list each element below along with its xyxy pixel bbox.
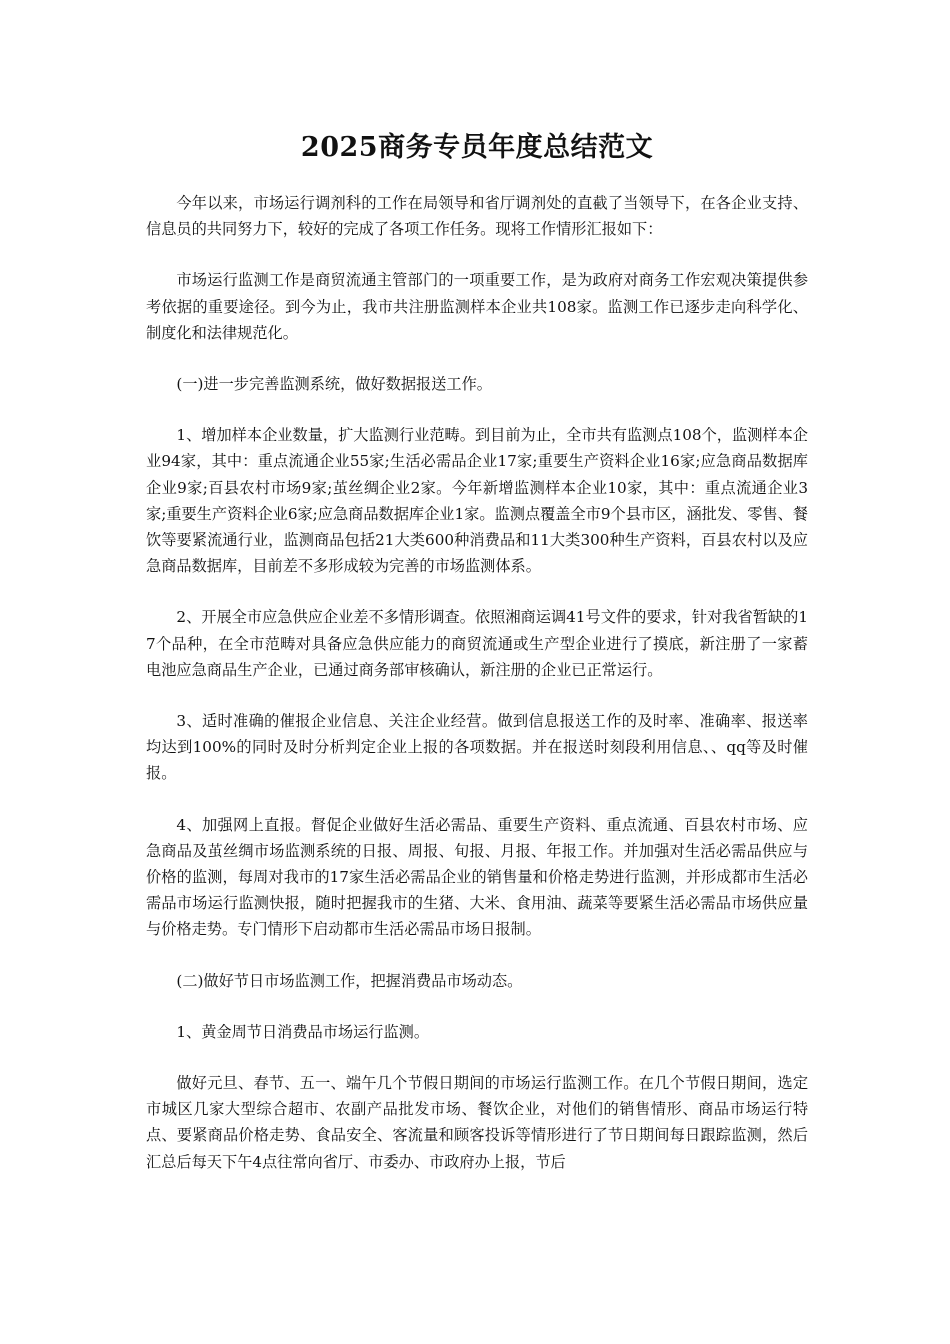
paragraph-item-2: 2、开展全市应急供应企业差不多情形调查。依照湘商运调41号文件的要求，针对我省暂缺的17个品种，在全市范畴对具备应急供应能力的商贸流通或生产型企业进行了摸底，新注册了一家蓄电池应急商品生产企业，已通过商务部审核确认，新注册的企业已正常运行。 — [146, 608, 808, 679]
paragraph-monitoring-overview: 市场运行监测工作是商贸流通主管部门的一项重要工作，是为政府对商务工作宏观决策提供参考依据的重要途径。到今为止，我市共注册监测样本企业共108家。监测工作已逐步走向科学化、制度化和法律规范化。 — [146, 271, 808, 342]
subsection-heading-1: 1、黄金周节日消费品市场运行监测。 — [176, 1022, 430, 1041]
paragraph-item-1: 1、增加样本企业数量，扩大监测行业范畴。到目前为止，全市共有监测点108个，监测样本企业94家，其中：重点流通企业55家;生活必需品企业17家;重要生产资料企业16家;应急商品数据库企业9家;百县农村市场9家;茧丝绸企业2家。今年新增监测样本企业10家，其中：重点流通企业3家;重要生产资料企业6家;应急商品数据库企业1家。监测点覆盖全市9个县市区，涵批发、零售、餐饮等要紧流通行业，监测商品包括21大类600种消费品和11大类300种生产资料，百县农村以及应急商品数据库，目前差不多形成较为完善的市场监测体系。 — [146, 426, 808, 576]
section-heading-1: (一)进一步完善监测系统，做好数据报送工作。 — [176, 375, 492, 394]
paragraph-item-3: 3、适时准确的催报企业信息、关注企业经营。做到信息报送工作的及时率、准确率、报送率均达到100%的同时及时分析判定企业上报的各项数据。并在报送时刻段利用信息、、qq等及时催报。 — [146, 712, 808, 783]
paragraph-item-4: 4、加强网上直报。督促企业做好生活必需品、重要生产资料、重点流通、百县农村市场、应急商品及茧丝绸市场监测系统的日报、周报、旬报、月报、年报工作。并加强对生活必需品供应与价格的监测，每周对我市的17家生活必需品企业的销售量和价格走势进行监测，并形成都市生活必需品市场运行监测快报，随时把握我市的生猪、大米、食用油、蔬菜等要紧生活必需品市场供应量与价格走势。专门情形下启动都市生活必需品市场日报制。 — [146, 815, 808, 939]
document-title: 2025商务专员年度总结范文 — [300, 132, 654, 163]
paragraph-intro: 今年以来，市场运行调剂科的工作在局领导和省厅调剂处的直截了当领导下，在各企业支持、信息员的共同努力下，较好的完成了各项工作任务。现将工作情形汇报如下： — [146, 194, 808, 239]
section-heading-2: (二)做好节日市场监测工作，把握消费品市场动态。 — [176, 971, 523, 990]
paragraph-holiday-monitoring: 做好元旦、春节、五一、端午几个节假日期间的市场运行监测工作。在几个节假日期间，选定市城区几家大型综合超市、农副产品批发市场、餐饮企业，对他们的销售情形、商品市场运行特点、要紧商品价格走势、食品安全、客流量和顾客投诉等情形进行了节日期间每日跟踪监测，然后汇总后每天下午4点往常向省厅、市委办、市政府办上报，节后 — [146, 1074, 808, 1171]
